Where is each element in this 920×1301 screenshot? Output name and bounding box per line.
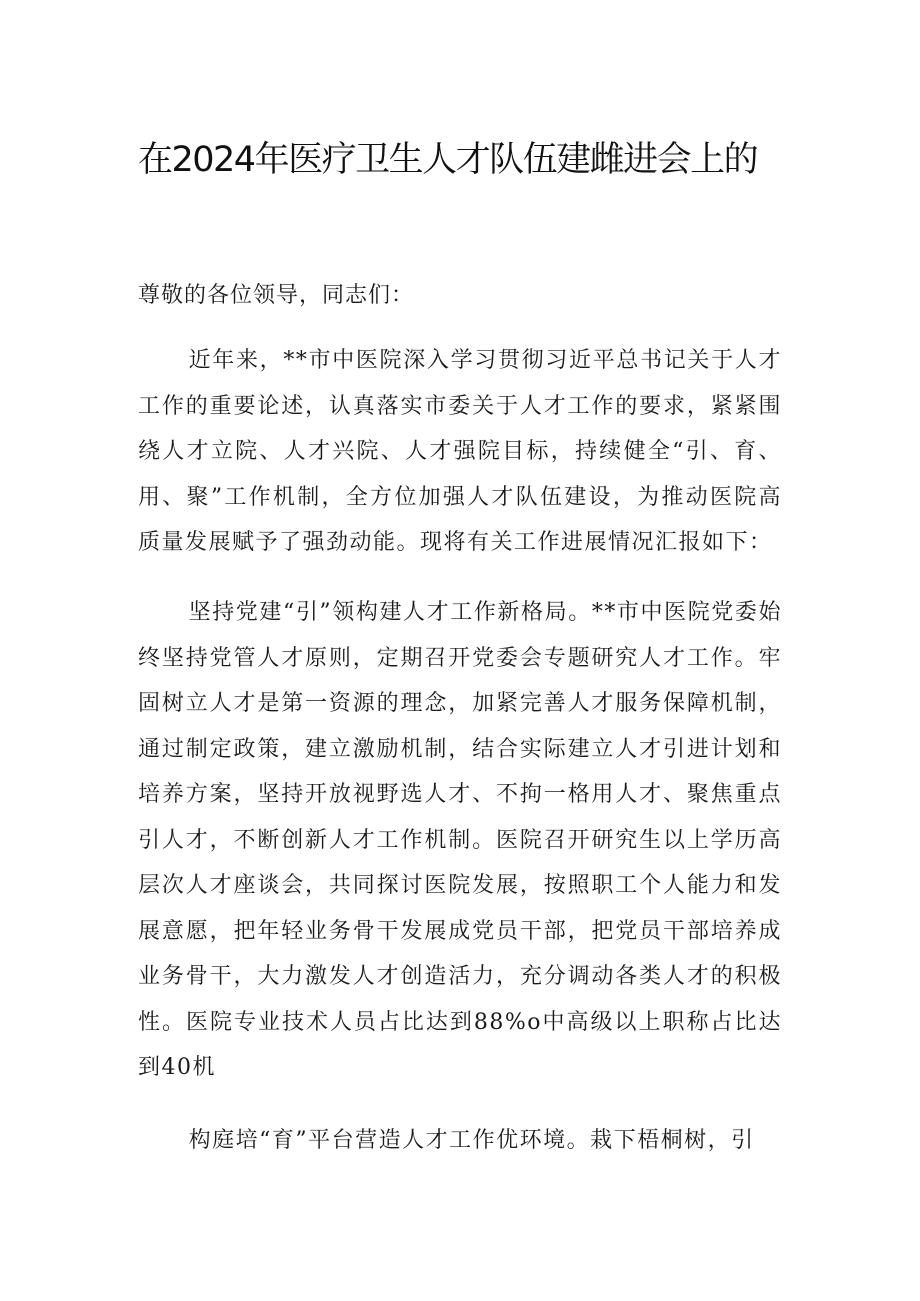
- greeting: 尊敬的各位领导，同志们：: [138, 283, 415, 308]
- body-paragraph: 构庭培“育”平台营造人才工作优环境。栽下梧桐树，引: [188, 1128, 755, 1153]
- document-title: 在2024年医疗卫生人才队伍建雌进会上的: [138, 140, 758, 180]
- body-paragraph: 坚持党建“引”领构建人才工作新格局。**市中医院党委始终坚持党管人才原则，定期召开党委会专题研究人才工作。牢固树立人才是第一资源的理念，加紧完善人才服务保障机制，通过制定政策，建立激励机制，结合实际建立人才引进计划和培养方案，坚持开放视野选人才、不拘一格用人才、聚焦重点引人才，不断创新人才工作机制。医院召开研究生以上学历高层次人才座谈会，共同探讨医院发展，按照职工个人能力和发展意愿，把年轻业务骨干发展成党员干部，把党员干部培养成业务骨干，大力激发人才创造活力，充分调动各类人才的积极性。医院专业技术人员占比达到88%o中高级以上职称占比达到40机: [138, 600, 782, 1080]
- body-paragraph: 近年来，**市中医院深入学习贯彻习近平总书记关于人才工作的重要论述，认真落实市委关于人才工作的要求，紧紧围绕人才立院、人才兴院、人才强院目标，持续健全“引、育、用、聚”工作机制，全方位加强人才队伍建设，为推动医院高质量发展赋予了强劲动能。现将有关工作进展情况汇报如下：: [138, 348, 782, 555]
